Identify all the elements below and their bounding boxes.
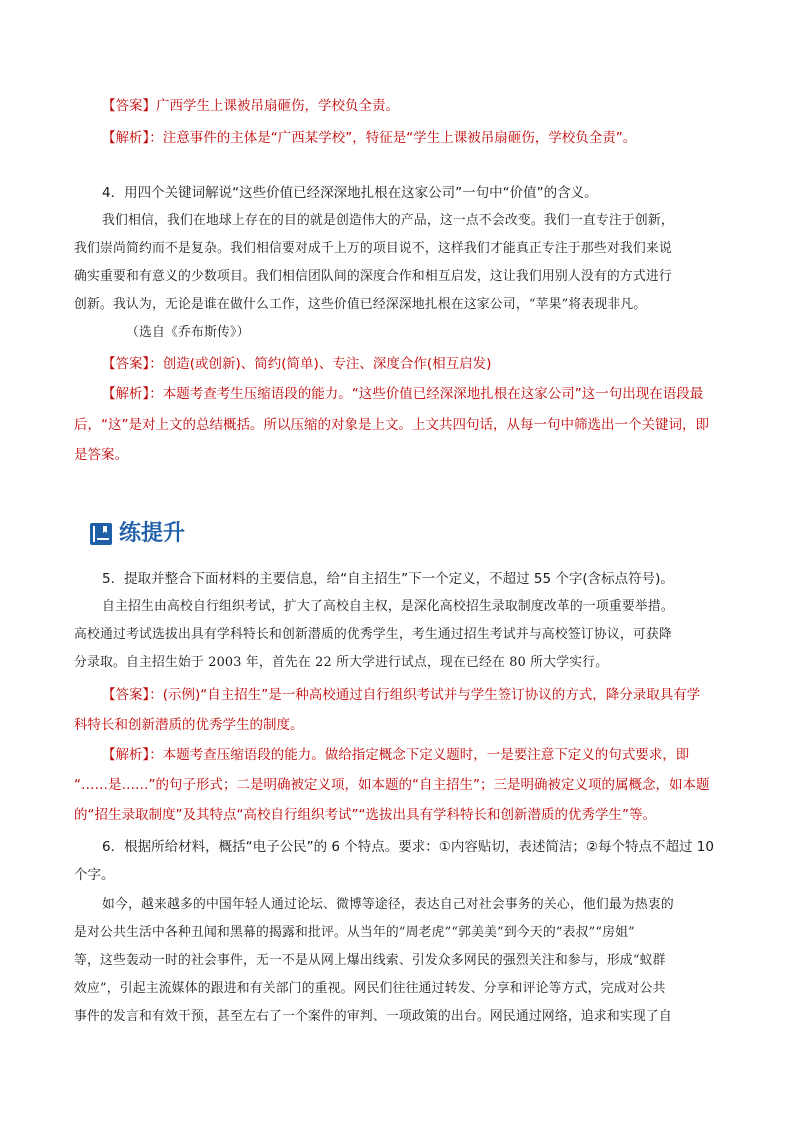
q4-question: 4．用四个关键词解说“这些价值已经深深地扎根在这家公司”一句中“价值”的含义。 — [102, 185, 598, 201]
q6-passage-line: 等，这些轰动一时的社会事件，无一不是从网上爆出线索、引发众多网民的强烈关注和参与，形成“蚁群 — [74, 953, 666, 968]
q4-passage-line: 我们相信，我们在地球上存在的目的就是创造伟大的产品，这一点不会改变。我们一直专注于创新， — [102, 213, 674, 228]
analysis-text: ：本题考查考生压缩语段的能力。“这些价值已经深深地扎根在这家公司”这一句出现在语段最 — [149, 386, 704, 402]
analysis-tag: 【解析】 — [102, 130, 150, 146]
q5-analysis-cont: 的“招生录取制度”及其特点“高校自行组织考试”“选拔出具有学科特长和创新潜质的优秀学生”等。 — [74, 807, 656, 823]
q5-analysis-cont: “……是……”的句子形式；二是明确被定义项，如本题的“自主招生”；三是明确被定义项的属概念，如本题 — [74, 777, 710, 793]
q4-answer — [102, 355, 491, 373]
q5-analysis — [102, 746, 689, 764]
answer-text: 广西学生上课被吊扇砸伤，学校负全责。 — [156, 98, 399, 114]
q4-passage-line: 创新。我认为，无论是谁在做什么工作，这些价值已经深深地扎根在这家公司，“苹果”将表现非凡。 — [74, 297, 647, 312]
book-icon — [89, 522, 113, 546]
q6-question: 6．根据所给材料，概括“电子公民”的 6 个特点。要求：①内容贴切，表述简洁；②每个特点不超过 10 — [102, 839, 714, 855]
answer-tag: 【答案】 — [102, 356, 150, 372]
answer-tag: 【答案】 — [102, 687, 150, 703]
q4-passage-line: 我们崇尚简约而不是复杂。我们相信要对成千上万的项目说不，这样我们才能真正专注于那些对我们来说 — [74, 241, 672, 256]
q5-answer-cont: 科特长和创新潜质的优秀学生的制度。 — [74, 717, 304, 733]
q4-analysis-cont: 是答案。 — [74, 447, 128, 463]
answer-text: ：(示例)“自主招生”是一种高校通过自行组织考试并与学生签订协议的方式，降分录取具有学 — [149, 687, 701, 703]
q4-passage-line: 确实重要和有意义的少数项目。我们相信团队间的深度合作和相互启发，这让我们用别人没有的方式进行 — [74, 269, 672, 284]
analysis-tag: 【解析】 — [102, 386, 150, 402]
q5-passage-line: 分录取。自主招生始于 2003 年，首先在 22 所大学进行试点，现在已经在 80 所大学实行。 — [74, 655, 609, 670]
answer-tag: 【答案】 — [102, 98, 156, 114]
q6-passage-line: 事件的发言和有效干预，甚至左右了一个案件的审判、一项政策的出台。网民通过网络，追求和实现了自 — [74, 1009, 672, 1024]
analysis-text: ：注意事件的主体是“广西某学校”，特征是“学生上课被吊扇砸伤，学校负全责”。 — [149, 130, 637, 146]
analysis-tag: 【解析】 — [102, 747, 150, 763]
q4-analysis-cont: 后，“这”是对上文的总结概括。所以压缩的对象是上文。上文共四句话，从每一句中筛选出一个关键词，即 — [74, 417, 709, 433]
q6-passage-line: 是对公共生活中各种丑闻和黑幕的揭露和批评。从当年的“周老虎”“郭美美”到今天的“表叔”“房姐” — [74, 925, 635, 940]
section-title: 练提升 — [119, 521, 186, 546]
answer-text: ：创造(或创新)、简约(简单)、专注、深度合作(相互启发) — [149, 356, 492, 372]
q5-answer — [102, 686, 700, 704]
answer-line — [102, 97, 399, 115]
q5-passage-line: 高校通过考试选拔出具有学科特长和创新潜质的优秀学生，考生通过招生考试并与高校签订协议，可获降 — [74, 627, 672, 642]
q6-passage-line: 效应”，引起主流媒体的跟进和有关部门的重视。网民们往往通过转发、分享和评论等方式，完成对公共 — [74, 981, 666, 996]
q4-analysis — [102, 385, 703, 403]
q5-question: 5．提取并整合下面材料的主要信息，给“自主招生”下一个定义，不超过 55 个字(含标点符号)。 — [102, 571, 674, 587]
q4-source: （选自《乔布斯传》） — [126, 325, 250, 340]
q6-passage-line: 如今，越来越多的中国年轻人通过论坛、微博等途径，表达自己对社会事务的关心，他们最为热衷的 — [102, 897, 674, 912]
analysis-text: ：本题考查压缩语段的能力。做给指定概念下定义题时，一是要注意下定义的句式要求，即 — [149, 747, 690, 763]
q5-passage-line: 自主招生由高校自行组织考试，扩大了高校自主权，是深化高校招生录取制度改革的一项重要举措。 — [102, 599, 674, 614]
section-heading — [89, 520, 185, 548]
analysis-line — [102, 129, 636, 147]
q6-question-cont: 个字。 — [74, 867, 115, 883]
